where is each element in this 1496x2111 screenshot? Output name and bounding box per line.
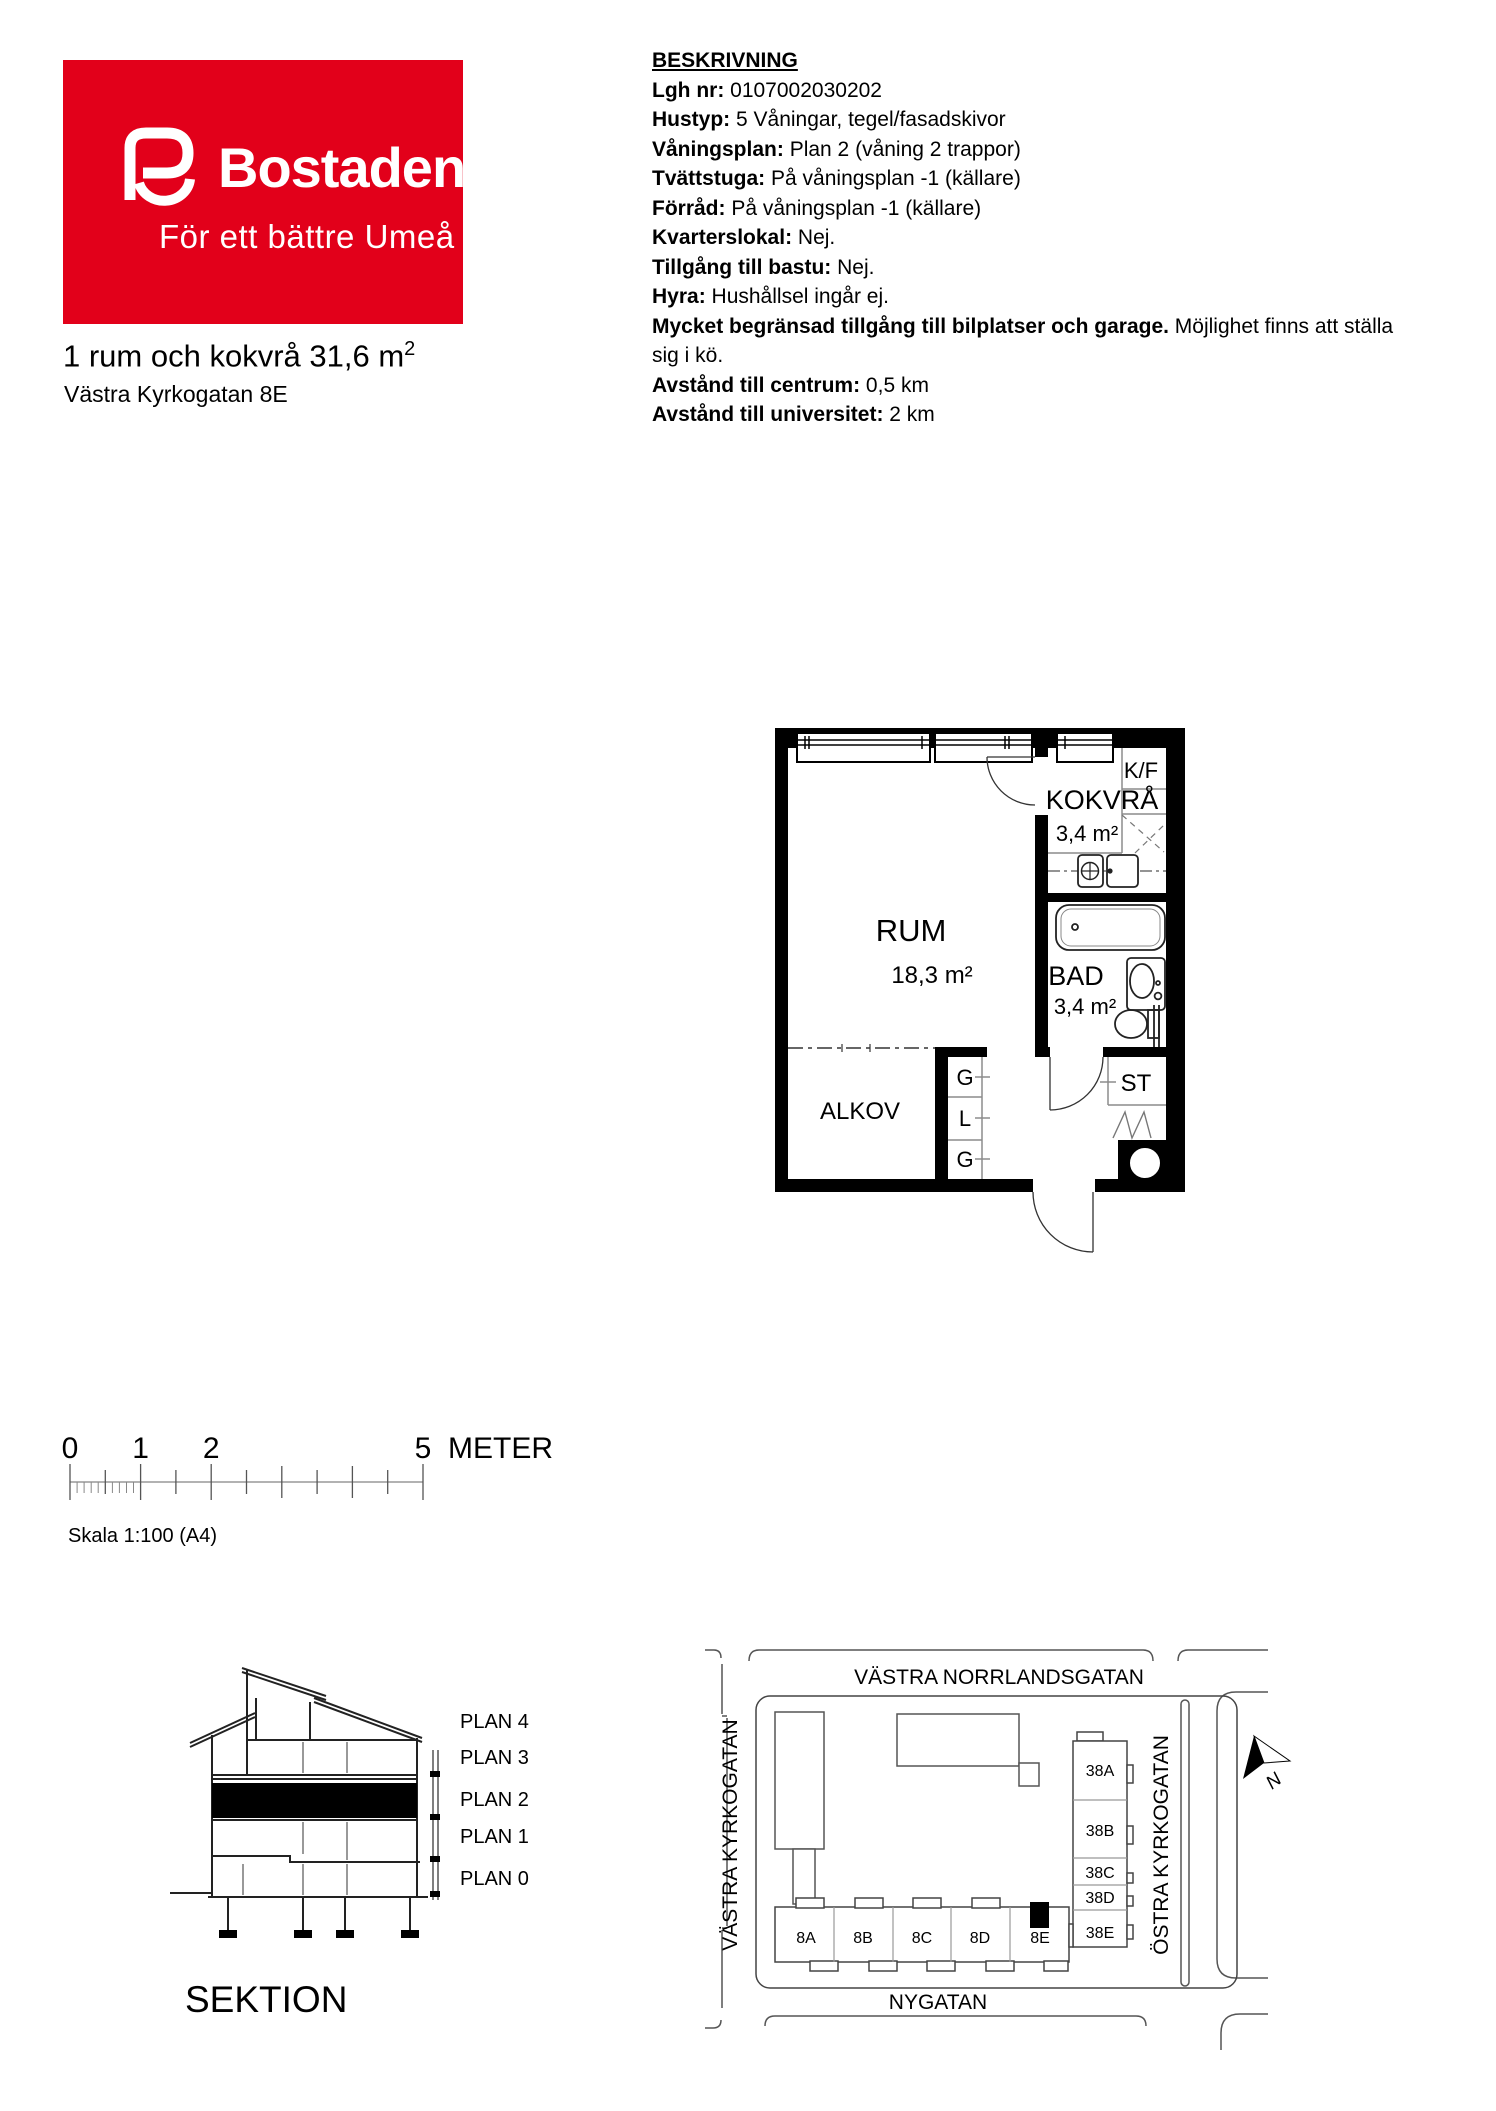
description-row: Kvarterslokal: Nej. — [652, 226, 836, 249]
description-block — [652, 46, 1400, 430]
section-slabs — [212, 1771, 440, 1938]
label-kf: K/F — [1123, 758, 1159, 783]
building-label-38b: 38B — [1085, 1823, 1115, 1840]
label-wardrobe-2: G — [956, 1147, 974, 1172]
title-text: 1 rum och kokvrå 31,6 m — [63, 338, 405, 374]
building-label-8d: 8D — [969, 1930, 991, 1947]
building-label-8a: 8A — [796, 1930, 816, 1947]
section-title: SEKTION — [185, 1979, 348, 2020]
description-row: Tillgång till bastu: Nej. — [652, 255, 875, 279]
site-map — [700, 1630, 1496, 2060]
floor-label-plan2: PLAN 2 — [460, 1789, 529, 1811]
building-label-38a: 38A — [1085, 1763, 1115, 1780]
street-label-west: VÄSTRA KYRKOGATAN — [719, 1719, 742, 1951]
building-label-38c: 38C — [1085, 1865, 1115, 1882]
street-label-south: NYGATAN — [888, 1991, 988, 2014]
floor-label-plan3: PLAN 3 — [460, 1747, 529, 1769]
north-letter: N — [1262, 1768, 1286, 1794]
description-note: Mycket begränsad tillgång till bilplatser och garage. Möjlighet finns att ställa sig i kö. — [652, 314, 1394, 367]
scale-tick-2: 2 — [202, 1432, 220, 1465]
street-curbs — [705, 1650, 1268, 2050]
label-st: ST — [1120, 1070, 1152, 1097]
building-label-8c: 8C — [911, 1930, 933, 1947]
description-row: Förråd: På våningsplan -1 (källare) — [652, 196, 982, 220]
bostaden-logo-icon — [121, 126, 203, 206]
title-superscript: 2 — [404, 338, 416, 360]
description-row: Avstånd till universitet: 2 km — [652, 403, 935, 426]
bostaden-logo — [63, 60, 466, 324]
description-row: Hyra: Hushållsel ingår ej. — [652, 285, 889, 308]
room-label-rum: RUM — [875, 913, 947, 948]
floorplan-drawing — [775, 722, 1185, 1262]
room-label-alkov: ALKOV — [819, 1098, 901, 1125]
building-label-8b: 8B — [853, 1930, 873, 1947]
window-icon — [797, 733, 1113, 762]
room-label-bad: BAD — [1048, 961, 1104, 991]
description-row: Tvättstuga: På våningsplan -1 (källare) — [652, 167, 1021, 190]
scale-tick-5: 5 — [414, 1432, 432, 1465]
scale-tick-1: 1 — [132, 1432, 149, 1465]
shaft-icon — [1129, 1147, 1161, 1179]
street-label-east: ÖSTRA KYRKOGATAN — [1150, 1735, 1173, 1955]
scale-tick-0: 0 — [61, 1432, 79, 1465]
north-arrow-icon — [1243, 1736, 1290, 1794]
alcove-boundary — [788, 1044, 935, 1052]
description-heading: BESKRIVNING — [652, 49, 798, 72]
building-label-38d: 38D — [1085, 1890, 1115, 1907]
scale-bar — [40, 1430, 580, 1555]
room-area-rum: 18,3 m² — [891, 962, 973, 989]
description-row: Lgh nr: 0107002030202 — [652, 78, 882, 102]
street-label-north: VÄSTRA NORRLANDSGATAN — [854, 1666, 1144, 1689]
label-wardrobe-1: G — [956, 1065, 974, 1090]
floor-label-plan4: PLAN 4 — [460, 1711, 529, 1733]
description-row: Våningsplan: Plan 2 (våning 2 trappor) — [652, 137, 1021, 161]
label-linen: L — [958, 1106, 972, 1131]
floor-label-plan1: PLAN 1 — [460, 1826, 529, 1848]
description-row: Avstånd till centrum: 0,5 km — [652, 373, 929, 397]
scale-caption: Skala 1:100 (A4) — [68, 1525, 217, 1547]
page-title — [63, 338, 415, 374]
floor-label-plan0: PLAN 0 — [460, 1868, 529, 1890]
scale-unit: METER — [448, 1432, 553, 1465]
room-area-kokvra: 3,4 m² — [1055, 821, 1119, 846]
coat-rail-icon — [1113, 1112, 1151, 1138]
address: Västra Kyrkogatan 8E — [64, 381, 288, 407]
room-area-bad: 3,4 m² — [1053, 994, 1117, 1019]
logo-tagline: För ett bättre Umeå — [159, 218, 455, 255]
logo-wordmark: Bostaden — [218, 136, 466, 199]
description-row: Hustyp: 5 Våningar, tegel/fasadskivor — [652, 108, 1006, 131]
room-label-kokvra: KOKVRÅ — [1045, 785, 1159, 815]
section-interior-walls — [243, 1742, 347, 1895]
section-drawing — [130, 1650, 550, 2050]
neighbour-buildings — [775, 1712, 1039, 1904]
building-label-38e: 38E — [1085, 1925, 1115, 1942]
apartment-location-marker — [1030, 1902, 1049, 1928]
building-label-8e: 8E — [1030, 1930, 1050, 1947]
